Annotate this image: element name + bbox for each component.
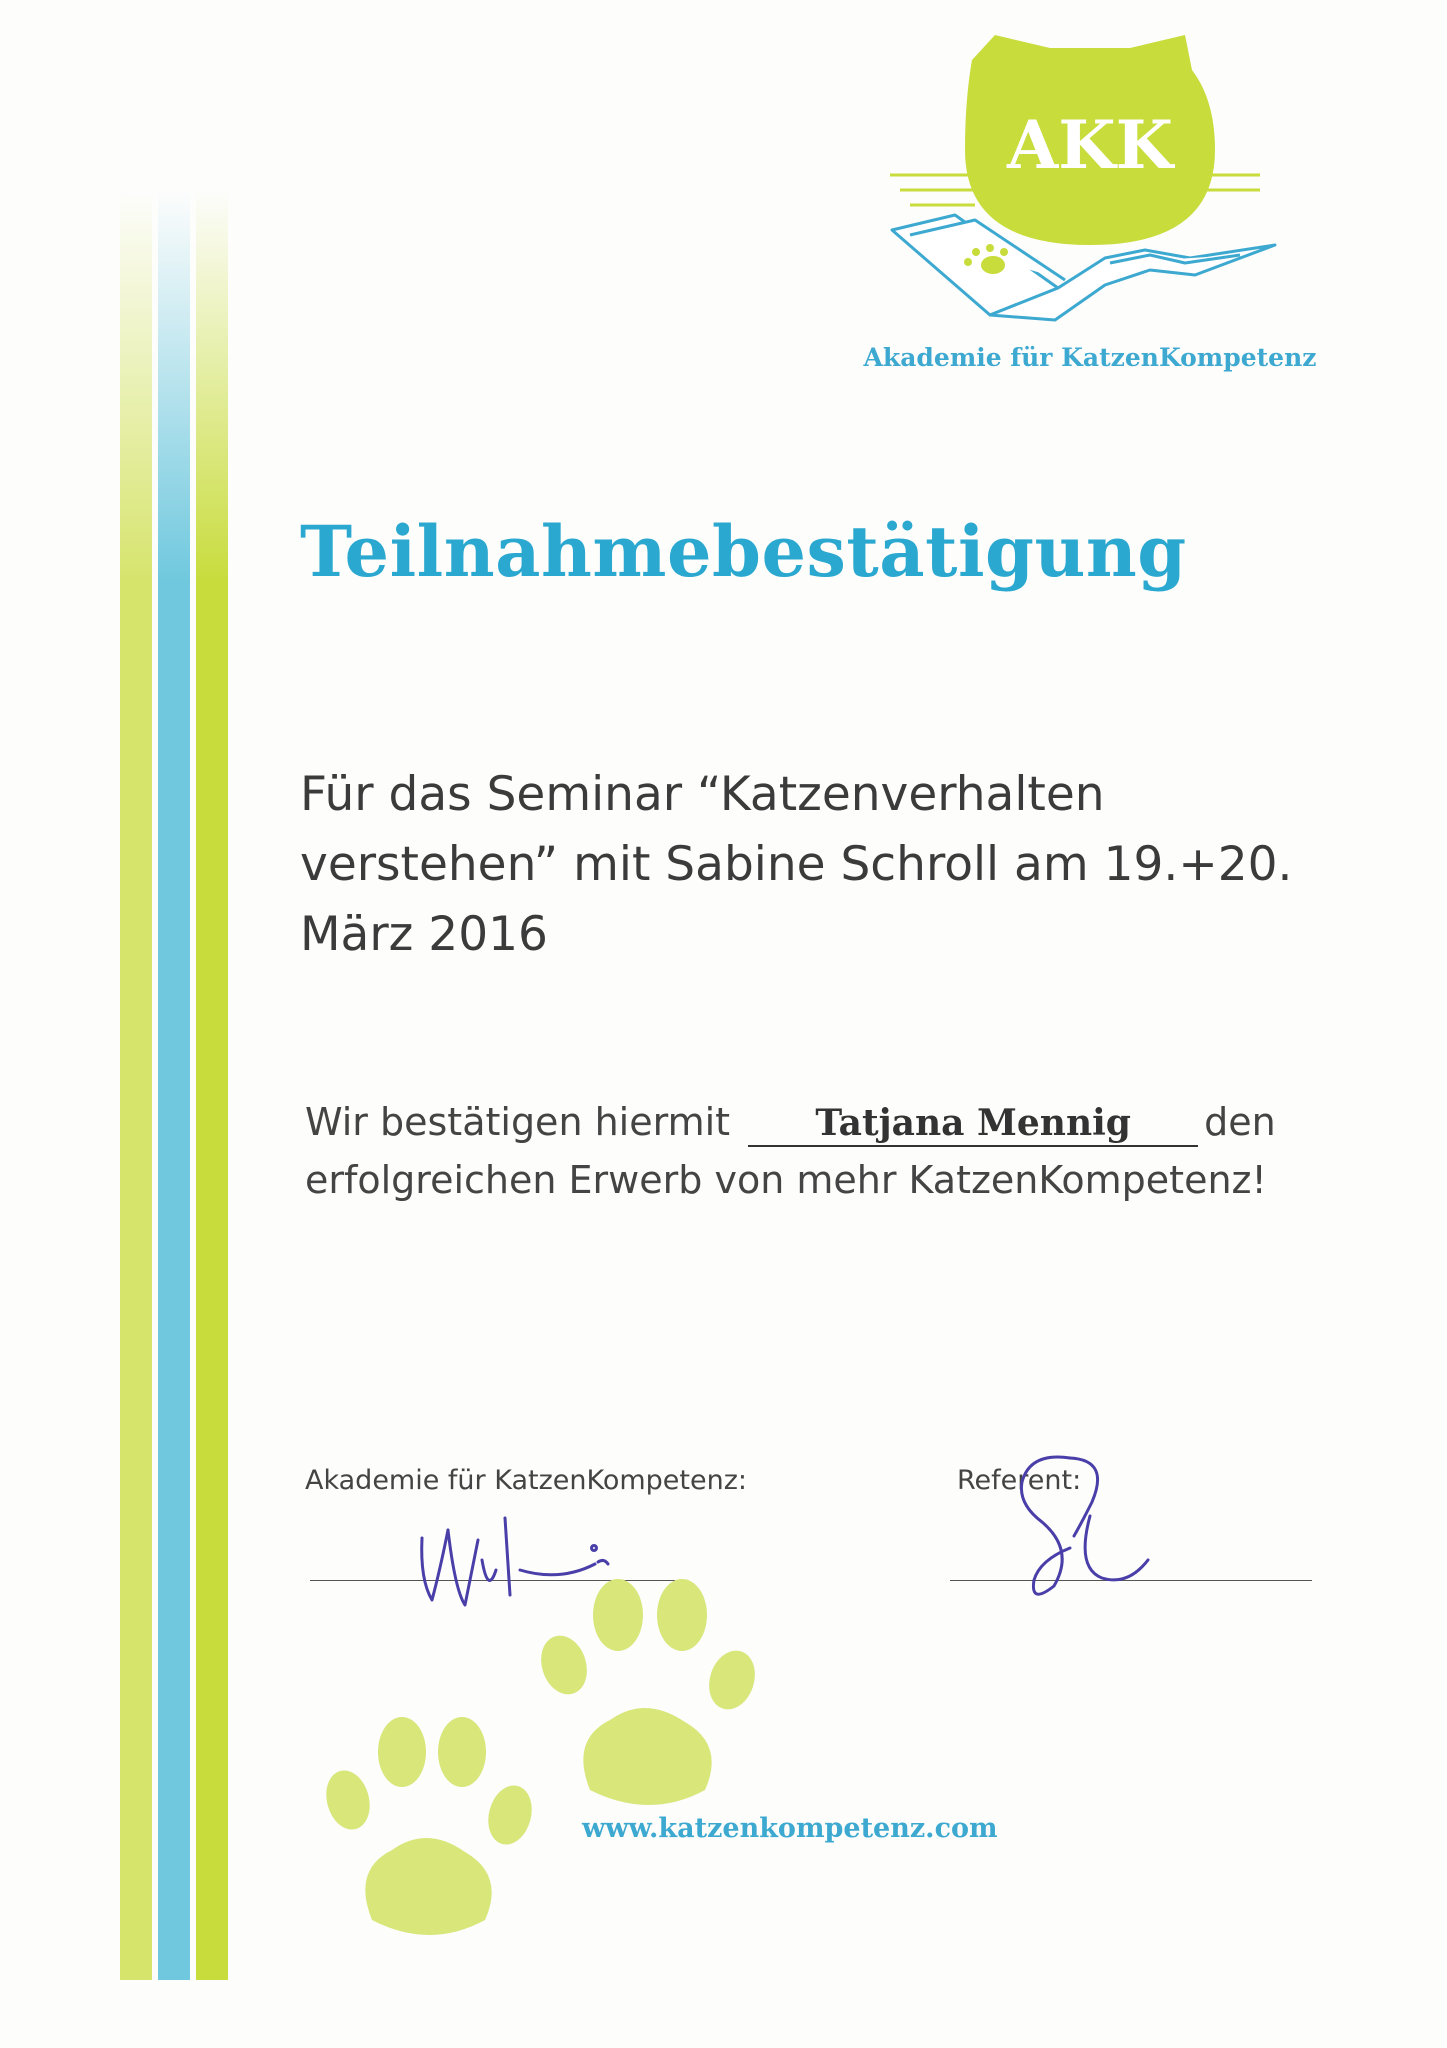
akk-logo (880, 30, 1300, 330)
decor-stripe-green (196, 190, 228, 1980)
confirmation-line-2: erfolgreichen Erwerb von mehr KatzenKompetenz! (305, 1158, 1267, 1202)
page-title: Teilnahmebestätigung (300, 510, 1187, 593)
paw-print-small (310, 1710, 540, 1970)
confirmation-prefix: Wir bestätigen hiermit (305, 1100, 731, 1144)
seminar-description: Für das Seminar “Katzenverhalten verstehen” mit Sabine Schroll am 19.+20. März 2016 (300, 767, 1293, 962)
academy-signature-label: Akademie für KatzenKompetenz: (305, 1465, 747, 1496)
paw-print-large (520, 1570, 760, 1840)
decor-stripe-lime (120, 190, 152, 1980)
confirmation-line-1 (305, 1100, 1345, 1147)
logo-letters: AKK (1007, 106, 1173, 184)
website-link[interactable]: www.katzenkompetenz.com (582, 1813, 998, 1844)
decor-stripe-blue (158, 190, 190, 1980)
confirmation-suffix: den (1204, 1100, 1276, 1144)
logo-caption: Akademie für KatzenKompetenz (863, 343, 1317, 372)
participant-name: Tatjana Mennig (748, 1101, 1198, 1147)
referent-signature-label: Referent: (957, 1465, 1082, 1496)
referent-signature (990, 1440, 1170, 1620)
